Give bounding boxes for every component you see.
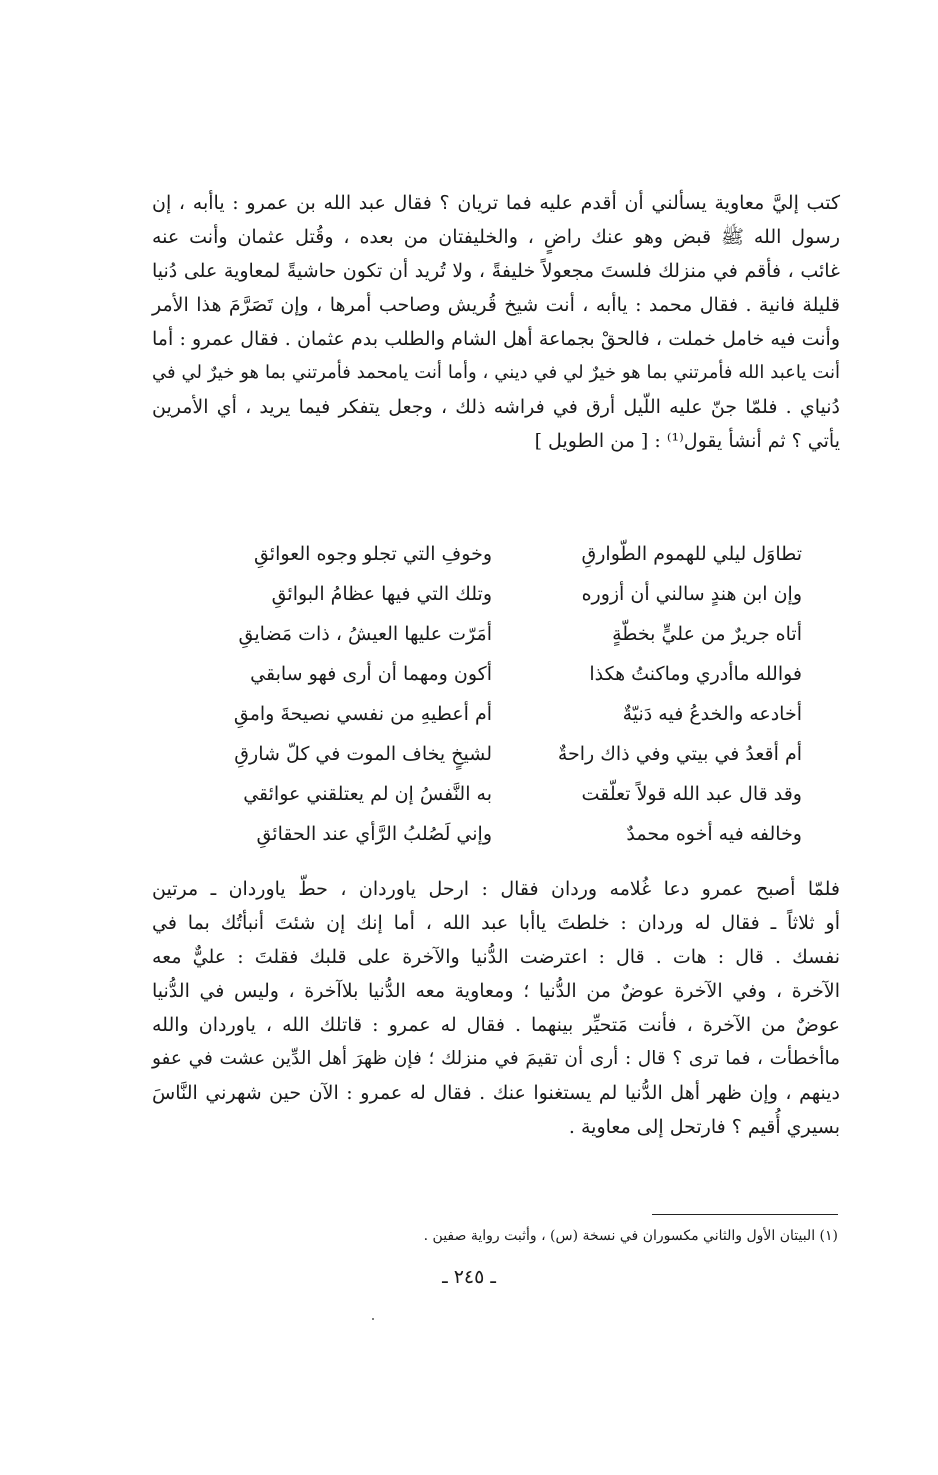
footnote-divider — [652, 1214, 838, 1215]
verse-row — [212, 694, 802, 734]
text-line: أو ثلاثاً ـ فقال له وردان : خلطتَ ياأبا عبد الله ، أما إنك إن شئتَ أنبأتُك بما في — [152, 912, 840, 934]
verse-first-half: فوالله ماأدري وماكنتُ هكذا — [589, 663, 802, 685]
verse-first-half: وإن ابن هندٍ سالني أن أزوره — [581, 583, 802, 605]
page-number: ـ ٢٤٥ ـ — [442, 1266, 496, 1288]
text-line: يأتي ؟ ثم أنشأ يقول⁽¹⁾ : [ من الطويل ] — [534, 430, 840, 452]
verse-first-half: أخادعه والخدعُ فيه دَنيّةٌ — [622, 703, 802, 725]
verse-second-half: لشيخٍ يخاف الموت في كلّ شارقِ — [234, 743, 492, 765]
text-line: عوضٌ من الآخرة ، فأنت مَتحيِّر بينهما . فقال له عمرو : قاتلك الله ، ياوردان والله — [152, 1014, 840, 1036]
text-line: ماأخطأت ، فما ترى ؟ قال : أرى أن تقيمَ في منزلك ؛ فإن ظهرَ أهل الدِّين عشت في عفو — [152, 1048, 840, 1069]
poem-verses — [212, 534, 802, 854]
text-line: وأنت فيه خامل خملت ، فالحقْ بجماعة أهل الشام والطلب بدم عثمان . فقال عمرو : أما — [152, 328, 840, 350]
text-line: فلمّا أصبح عمرو دعا غُلامه وردان فقال : ارحل ياوردان ، حطّ ياوردان ـ مرتين — [152, 878, 840, 900]
verse-second-half: وإني لَصُلبُ الرَّأي عند الحقائقِ — [256, 823, 492, 845]
text-line: نفسك . قال : هات . قال : اعترضت الدُّنيا والآخرة على قلبك فقلتَ : عليٌّ معه — [152, 946, 840, 968]
verse-first-half: وخالفه فيه أخوه محمدٌ — [626, 823, 802, 845]
verse-first-half: أم أقعدُ في بيتي وفي ذاك راحةٌ — [557, 743, 802, 765]
verse-row — [212, 814, 802, 854]
verse-row — [212, 734, 802, 774]
verse-row — [212, 654, 802, 694]
verse-second-half: وتلك التي فيها عظامُ البوائقِ — [271, 583, 492, 605]
footnote: (١) البيتان الأول والثاني مكسوران في نسخة (س) ، وأثبت رواية صفين . — [423, 1228, 838, 1244]
verse-second-half: وخوفِ التي تجلو وجوه العوائقِ — [253, 543, 492, 565]
text-line: كتب إليَّ معاوية يسألني أن أقدم عليه فما تريان ؟ فقال عبد الله بن عمرو : ياأبه ، إن — [152, 192, 840, 214]
text-line: رسول الله ﷺ قبض وهو عنك راضٍ ، والخليفتان من بعده ، وقُتل عثمان وأنت عنه — [152, 226, 840, 248]
verse-row — [212, 774, 802, 814]
verse-row — [212, 574, 802, 614]
text-line: دُنياي . فلمّا جنّ عليه اللّيل أرق في فراشه ذلك ، وجعل يتفكر فيما يريد ، أي الأمرين — [152, 396, 840, 418]
text-line: قليلة فانية . فقال محمد : ياأبه ، أنت شيخ قُريش وصاحب أمرها ، وإن تَصَرَّمَ هذا الأمر — [152, 294, 840, 316]
text-line: الآخرة ، وفي الآخرة عوضٌ من الدُّنيا ؛ ومعاوية معه الدُّنيا بلاآخرة ، وليس في الدُّنيا — [152, 980, 840, 1002]
text-line: أنت ياعبد الله فأمرتني بما هو خيرٌ لي في ديني ، وأما أنت يامحمد فأمرتني بما هو خيرٌ لي في — [152, 362, 840, 383]
verse-first-half: وقد قال عبد الله قولاً تعلّقت — [581, 783, 802, 805]
verse-second-half: أم أعطيهِ من نفسي نصيحةَ وامقِ — [233, 703, 492, 725]
paragraph-wardan — [152, 872, 840, 1144]
verse-second-half: أمَرّت عليها العيشُ ، ذات مَضايقِ — [238, 623, 492, 645]
verse-second-half: أكون ومهما أن أرى فهو سابقي — [250, 663, 492, 685]
verse-row — [212, 614, 802, 654]
verse-first-half: تطاوَل ليلي للهموم الطّوارقِ — [581, 543, 802, 565]
paragraph-intro — [152, 186, 840, 458]
text-line: غائب ، فأقم في منزلك فلستَ مجعولاً خليفةً ، ولا تُريد أن تكون حاشيةً لمعاوية على دُنيا — [152, 260, 840, 282]
verse-second-half: به النَّفسُ إن لم يعتلقني عوائقي — [243, 783, 492, 805]
text-line: دينهم ، وإن ظهر أهل الدُّنيا لم يستغنوا عنك . فقال له عمرو : الآن حين شهرني النَّاسَ — [152, 1082, 840, 1104]
text-line: بسيري أُقيم ؟ فارتحل إلى معاوية . — [568, 1116, 840, 1138]
verse-first-half: أتاه جريرٌ من عليٍّ بخطّةٍ — [612, 623, 802, 645]
scan-speck — [372, 1318, 374, 1320]
verse-row — [212, 534, 802, 574]
